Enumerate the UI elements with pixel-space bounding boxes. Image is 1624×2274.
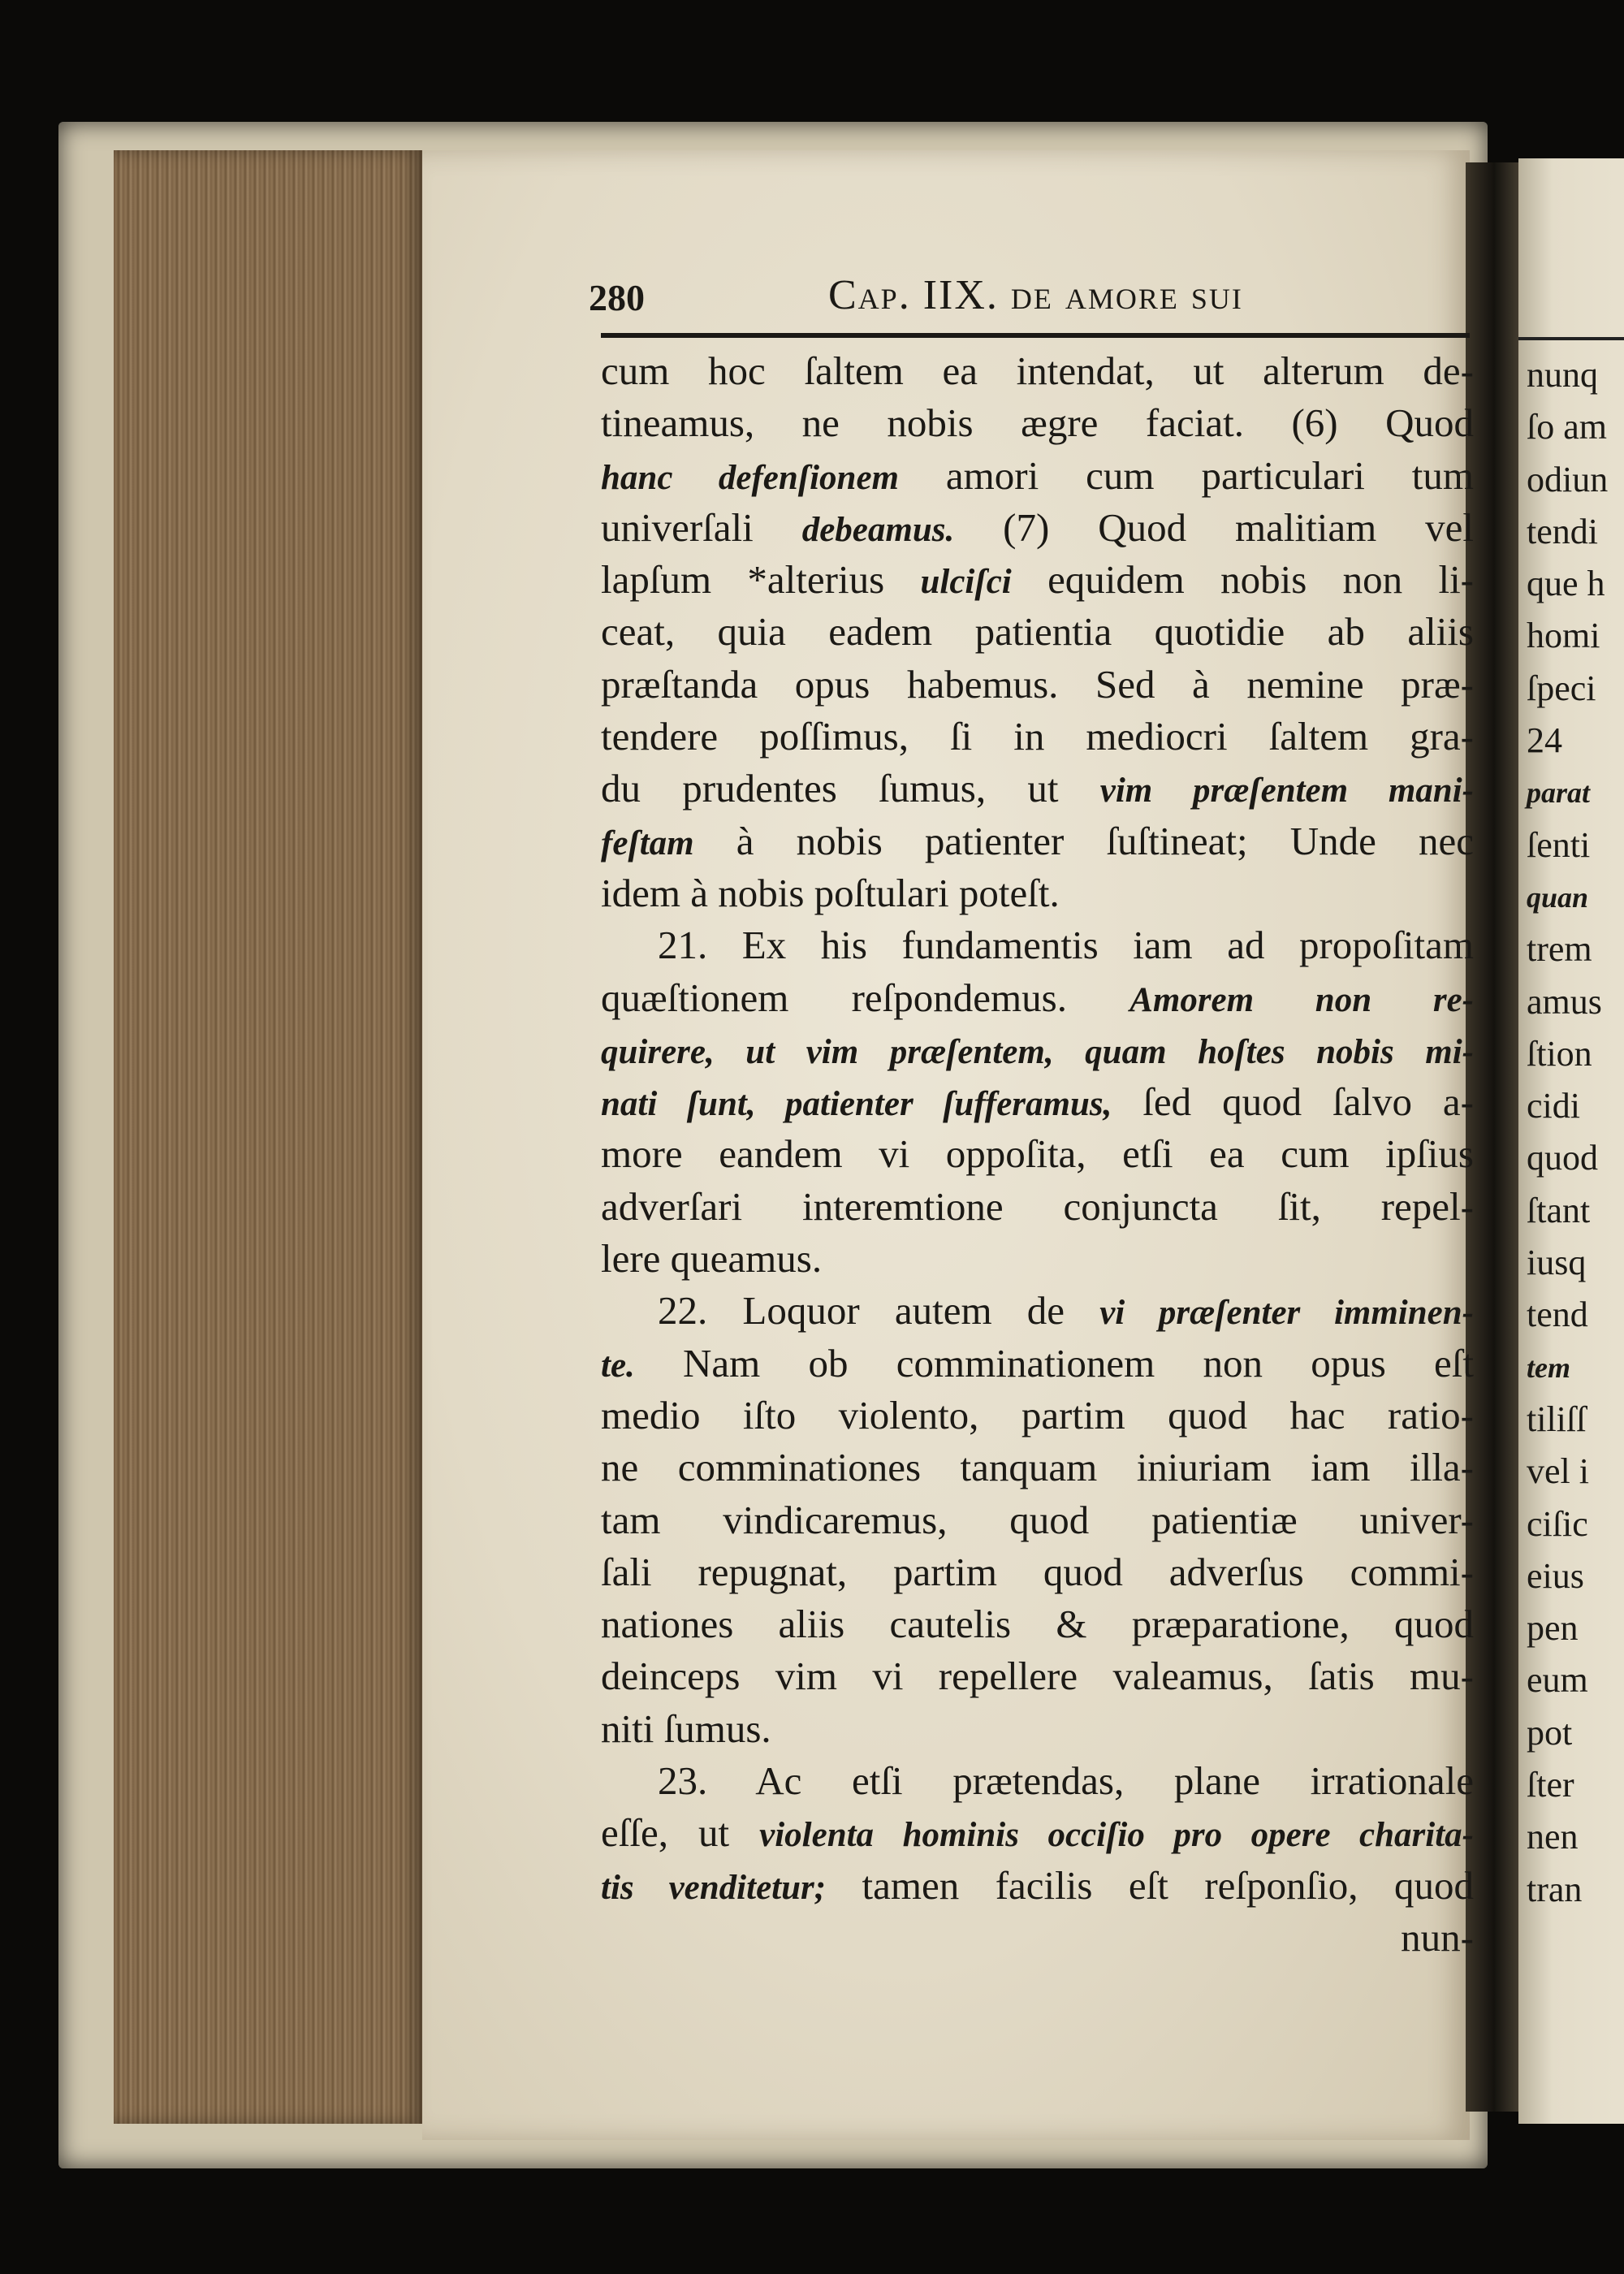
text-line <box>601 1181 1474 1233</box>
text-run: 21. Ex his fundamentis iam ad propoſitam <box>658 923 1474 968</box>
facing-line-fragment: tend <box>1527 1295 1588 1335</box>
text-line <box>601 919 1474 971</box>
catchword: nun- <box>1401 1914 1474 1960</box>
text-line <box>601 1650 1474 1702</box>
facing-line-fragment: tendi <box>1527 511 1598 551</box>
text-line <box>601 1598 1474 1650</box>
text-line <box>601 502 1474 554</box>
facing-line-fragment: parat <box>1527 776 1591 810</box>
facing-line-fragment: pen <box>1527 1608 1579 1649</box>
facing-line-fragment: quod <box>1527 1138 1598 1178</box>
text-run: equidem nobis non li- <box>1011 557 1474 603</box>
facing-line-fragment: nunq <box>1527 355 1598 395</box>
italic-phrase: vim præſentem mani- <box>1099 772 1474 811</box>
italic-phrase: hanc defenſionem <box>601 458 899 497</box>
text-line <box>601 1338 1474 1390</box>
text-line <box>601 1807 1474 1859</box>
page-fore-edge <box>114 150 425 2124</box>
text-run: tam vindicaremus, quod patientiæ univer- <box>601 1497 1474 1542</box>
text-run: du prudentes ſumus, ut <box>601 766 1100 811</box>
italic-phrase: feſtam <box>601 824 694 862</box>
text-run: adverſari interemtione conjuncta ſit, repel- <box>601 1183 1474 1229</box>
facing-line-fragment: ciſic <box>1527 1503 1588 1544</box>
facing-line-fragment: ſtion <box>1527 1033 1592 1074</box>
facing-line-fragment: ſter <box>1527 1765 1574 1805</box>
text-line <box>601 1024 1474 1076</box>
text-run: tendere poſſimus, ſi in mediocri ſaltem gra- <box>601 714 1474 759</box>
facing-line-fragment: ſenti <box>1527 824 1591 865</box>
italic-phrase: nati ſunt, patienter ſufferamus, <box>601 1085 1112 1124</box>
text-run: amori cum particulari tum <box>898 452 1474 498</box>
running-head: Cap. IIX. de amore sui <box>828 272 1243 318</box>
facing-line-fragment: amus <box>1527 981 1602 1022</box>
text-run: deinceps vim vi repellere valeamus, ſatis mu- <box>601 1654 1474 1699</box>
italic-phrase: vi præſenter imminen- <box>1099 1294 1474 1333</box>
text-run: idem à nobis poſtulari poteſt. <box>601 870 1060 915</box>
text-line <box>601 1390 1474 1442</box>
facing-line-fragment: cidi <box>1527 1086 1580 1126</box>
text-run: niti ſumus. <box>601 1706 771 1751</box>
page-header <box>589 272 1474 333</box>
italic-phrase: Amorem non re- <box>1129 980 1474 1019</box>
text-run: cum hoc ſaltem ea intendat, ut alterum de- <box>601 348 1474 393</box>
italic-phrase: tis venditetur; <box>601 1868 827 1907</box>
text-run: tineamus, ne nobis ægre faciat. (6) Quod <box>601 400 1474 446</box>
text-line <box>601 1128 1474 1180</box>
text-run: ſed quod ſalvo a- <box>1112 1079 1474 1125</box>
facing-line-fragment: quan <box>1527 880 1589 914</box>
facing-line-fragment: ſtant <box>1527 1190 1591 1230</box>
text-line <box>601 450 1474 502</box>
book-gutter <box>1466 162 1522 2112</box>
text-line <box>601 1285 1474 1337</box>
facing-line-fragment: eius <box>1527 1555 1584 1596</box>
facing-line-fragment: que h <box>1527 564 1605 604</box>
header-rule <box>601 333 1470 338</box>
facing-line-fragment: tran <box>1527 1869 1583 1909</box>
facing-line-fragment: tiliſſ <box>1527 1399 1587 1439</box>
facing-line-fragment: homi <box>1527 616 1600 656</box>
text-run: ne comminationes tanquam iniuriam iam illa- <box>601 1445 1474 1490</box>
text-line <box>601 972 1474 1024</box>
text-run: 22. Loquor autem de <box>658 1288 1100 1334</box>
facing-page-text <box>1527 349 1624 1916</box>
text-run: medio iſto violento, partim quod hac ratio- <box>601 1392 1474 1437</box>
facing-line-fragment: odiun <box>1527 459 1609 499</box>
facing-line-fragment: pot <box>1527 1712 1573 1753</box>
italic-phrase: violenta hominis occiſio pro opere charita- <box>759 1816 1474 1855</box>
text-run: tamen facilis eſt reſponſio, quod <box>826 1862 1474 1908</box>
text-line <box>601 659 1474 711</box>
facing-line-fragment: trem <box>1527 929 1592 970</box>
text-line <box>601 1755 1474 1807</box>
text-run: lapſum *alterius <box>601 557 921 603</box>
text-line <box>601 1860 1474 1912</box>
text-line <box>601 397 1474 449</box>
facing-page <box>1518 158 1624 2124</box>
facing-line-fragment: ſo am <box>1527 407 1607 447</box>
italic-phrase: te. <box>601 1346 635 1385</box>
text-line <box>601 554 1474 606</box>
italic-phrase: ulciſci <box>920 563 1012 602</box>
text-run: Nam ob comminationem non opus eſt <box>634 1340 1474 1386</box>
text-line <box>601 1233 1474 1285</box>
page-number: 280 <box>589 277 645 318</box>
facing-line-fragment: nen <box>1527 1817 1579 1857</box>
text-run: à nobis patienter ſuſtineat; Unde nec <box>693 818 1474 863</box>
text-run: nationes aliis cautelis & præparatione, quod <box>601 1602 1474 1647</box>
text-line <box>601 606 1474 658</box>
text-run: (7) Quod malitiam vel <box>954 504 1474 550</box>
facing-line-fragment: 24 <box>1527 720 1562 761</box>
text-line <box>601 1494 1474 1546</box>
italic-phrase: quirere, ut vim præſentem, quam hoſtes nobis mi- <box>601 1032 1474 1071</box>
text-line <box>601 1442 1474 1494</box>
text-line <box>601 345 1474 397</box>
text-line <box>601 1076 1474 1128</box>
body-text <box>601 345 1474 1964</box>
text-line <box>601 815 1474 867</box>
text-line <box>601 867 1474 919</box>
facing-line-fragment: ſpeci <box>1527 668 1596 708</box>
text-run: more eandem vi oppoſita, etſi ea cum ipſius <box>601 1131 1474 1177</box>
text-run: quæſtionem reſpondemus. <box>601 975 1130 1020</box>
text-line <box>601 763 1474 815</box>
facing-line-fragment: tem <box>1527 1351 1570 1384</box>
text-run: 23. Ac etſi prætendas, plane irrationale <box>658 1758 1474 1804</box>
facing-line-fragment: iusq <box>1527 1243 1587 1283</box>
facing-head-rule <box>1518 337 1624 340</box>
text-run: ceat, quia eadem patientia quotidie ab aliis <box>601 609 1474 655</box>
facing-line-fragment: vel i <box>1527 1451 1589 1492</box>
text-run: præſtanda opus habemus. Sed à nemine præ- <box>601 661 1474 707</box>
text-line <box>601 711 1474 763</box>
text-line <box>601 1703 1474 1755</box>
text-line <box>601 1546 1474 1598</box>
text-run: univerſali <box>601 504 802 550</box>
text-run: ſali repugnat, partim quod adverſus commi- <box>601 1549 1474 1594</box>
text-run: lere queamus. <box>601 1236 823 1282</box>
text-run: eſſe, ut <box>601 1810 760 1856</box>
italic-phrase: debeamus. <box>801 510 955 549</box>
facing-line-fragment: eum <box>1527 1660 1588 1701</box>
